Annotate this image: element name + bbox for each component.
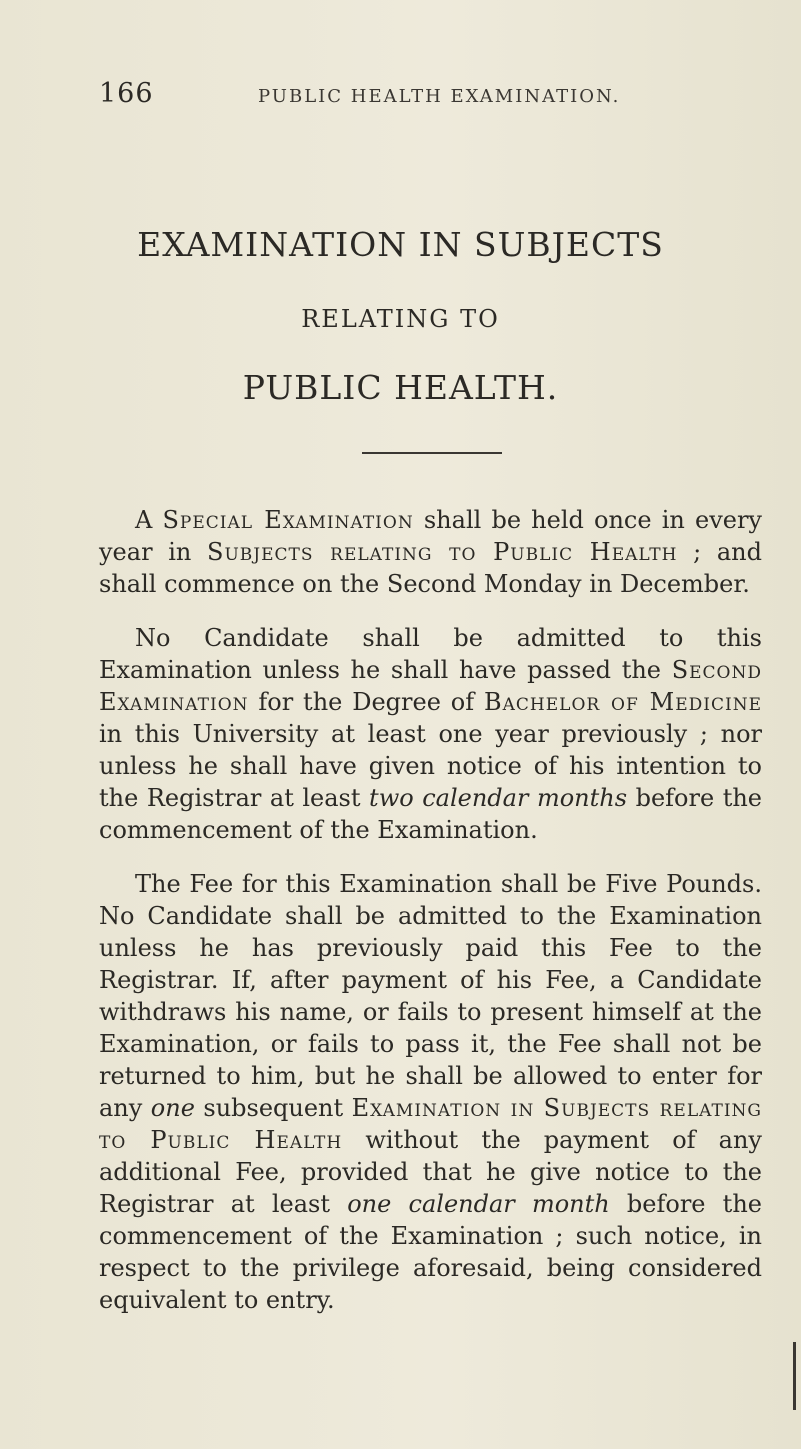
running-head: PUBLIC HEALTH EXAMINATION. — [258, 86, 621, 107]
body-text — [99, 504, 762, 1338]
p3-small-caps-d: Examination in Subjects relating to Public Health — [99, 1094, 762, 1154]
p3-text-e: without the payment of any additional Fee, provided that he give notice to the Registrar at least — [99, 1126, 762, 1218]
p1-small-caps-d: Subjects relating to Public Health — [207, 538, 678, 566]
p2-small-caps-d: Bachelor of Medicine — [484, 688, 762, 716]
p2-italic-f: two calendar months — [369, 784, 628, 812]
p2-text-a: No Candidate shall be admitted to this Examination unless he shall have passed the — [99, 624, 762, 684]
paragraph-admission — [99, 622, 762, 846]
p2-text-e: in this University at least one year previously ; nor unless he shall have given notice of his intention to the Registrar at least — [99, 720, 762, 812]
p3-italic-f: one calendar month — [347, 1190, 610, 1218]
paragraph-special-examination — [99, 504, 762, 600]
p3-italic-b: one — [150, 1094, 195, 1122]
section-divider — [362, 452, 502, 454]
p3-text-a: The Fee for this Examination shall be Five Pounds. No Candidate shall be admitted to the Examination unless he has previously paid this Fee to the Registrar. If, after payment of his Fee, a Candidate withdraws his name, or fails to present himself at the Examination, or fails to pass it, the Fee shall not be returned to him, but he shall be allowed to enter for any — [99, 870, 762, 1122]
p2-small-caps-b: Second Examination — [99, 656, 762, 716]
section-title-line-1: EXAMINATION IN SUBJECTS — [137, 225, 664, 264]
p2-text-g: before the commencement of the Examination. — [99, 784, 762, 844]
page-number: 166 — [99, 78, 154, 109]
section-title-line-3: PUBLIC HEALTH. — [242, 368, 559, 407]
p2-text-c: for the Degree of — [248, 688, 484, 716]
p3-text-c: subsequent — [194, 1094, 352, 1122]
p1-small-caps-b: Special Examination — [162, 506, 414, 534]
section-title-line-2: RELATING TO — [301, 305, 500, 333]
p1-text-a: A — [135, 506, 163, 534]
p1-text-e: ; and shall commence on the Second Monday in December. — [99, 538, 762, 598]
p3-text-g: before the commencement of the Examination ; such notice, in respect to the privilege aforesaid, being considered equivalent to entry. — [99, 1190, 762, 1314]
paragraph-fee — [99, 868, 762, 1316]
p1-text-c: shall be held once in every year in — [99, 506, 762, 566]
page-edge-mark — [793, 1342, 796, 1410]
